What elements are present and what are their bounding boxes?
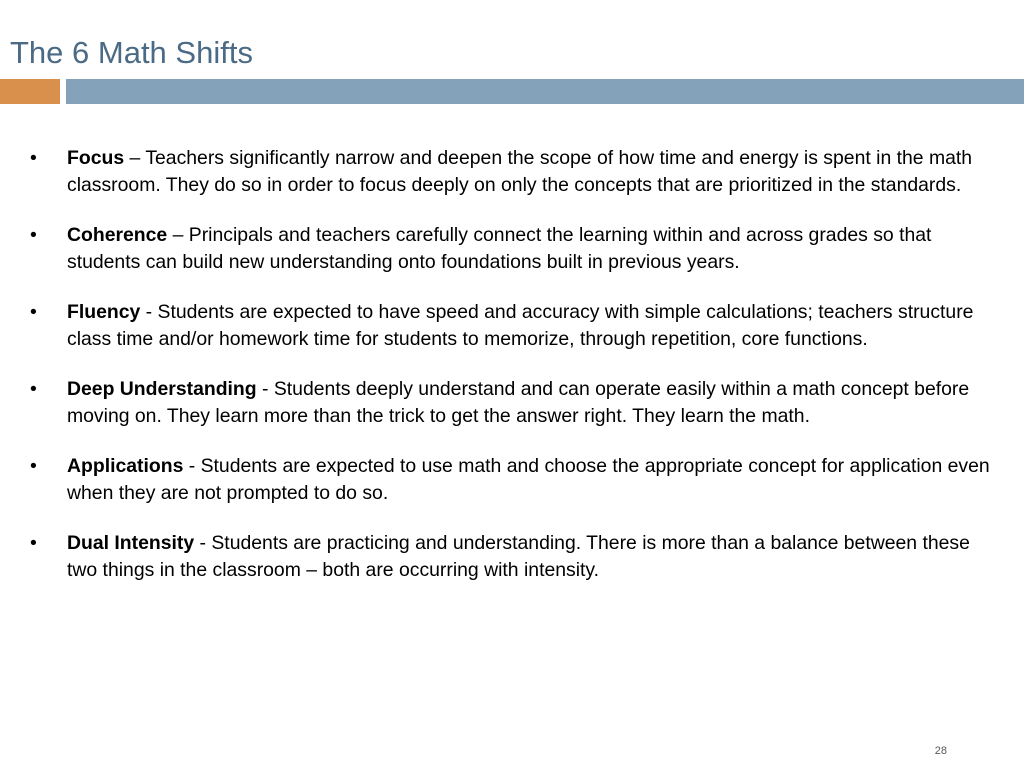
bullet-term: Dual Intensity (67, 532, 195, 554)
title-accent-bar-blue (66, 79, 1024, 104)
bullet-term: Applications (67, 455, 184, 477)
bullet-text: - Students deeply understand and can operate easily within a math concept before moving on. They learn more than the trick to get the answer right. They learn the math. (67, 378, 970, 427)
bullet-marker: • (30, 224, 37, 246)
bullet-item-focus (30, 145, 1000, 199)
bullet-term: Fluency (67, 301, 141, 323)
bullet-item-coherence (30, 222, 1000, 276)
bullet-marker: • (30, 455, 37, 477)
bullet-marker: • (30, 532, 37, 554)
bullet-marker: • (30, 301, 37, 323)
bullet-item-fluency (30, 299, 1000, 353)
bullet-term: Focus (67, 147, 125, 169)
bullet-text: – Teachers significantly narrow and deepen the scope of how time and energy is spent in the math classroom. They do so in order to focus deeply on only the concepts that are prioritized in the standards. (67, 147, 973, 196)
bullet-text: – Principals and teachers carefully connect the learning within and across grades so that students can build new understanding onto foundations built in previous years. (67, 224, 932, 273)
bullet-list (30, 145, 1000, 607)
title-accent-bar-orange (0, 79, 60, 104)
bullet-text: - Students are expected to use math and choose the appropriate concept for application even when they are not prompted to do so. (67, 455, 990, 504)
bullet-marker: • (30, 378, 37, 400)
bullet-text: - Students are expected to have speed and accuracy with simple calculations; teachers structure class time and/or homework time for students to memorize, through repetition, core functions. (67, 301, 974, 350)
page-number: 28 (934, 745, 947, 757)
bullet-item-applications (30, 453, 1000, 507)
bullet-item-deep-understanding (30, 376, 1000, 430)
bullet-item-dual-intensity (30, 530, 1000, 584)
bullet-term: Deep Understanding (67, 378, 257, 400)
bullet-term: Coherence (67, 224, 168, 246)
bullet-text: - Students are practicing and understanding. There is more than a balance between these two things in the classroom – both are occurring with intensity. (67, 532, 970, 581)
slide-title: The 6 Math Shifts (10, 35, 253, 70)
bullet-marker: • (30, 147, 37, 169)
